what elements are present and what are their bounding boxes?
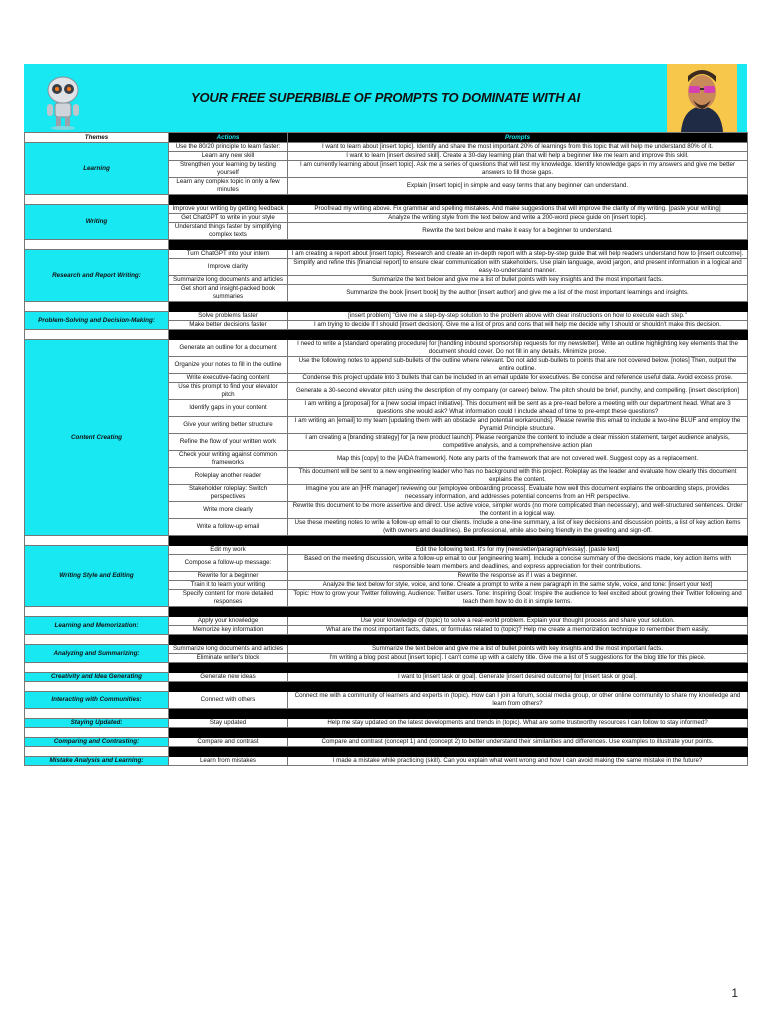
theme-cell: Writing Style and Editing — [25, 546, 169, 607]
action-cell: Memorize key information — [169, 626, 288, 635]
prompt-cell: Proofread my writing above. Fix grammar and spelling mistakes. And make suggestions that will improve the clarity of my writing. [paste your writing] — [288, 205, 748, 214]
header-banner — [24, 64, 747, 132]
section-separator — [25, 635, 748, 645]
prompt-cell: Edit the following text. It's for my [newsletter/paragraph/essay]. [paste text] — [288, 546, 748, 555]
prompt-sheet — [24, 64, 747, 766]
action-cell: Roleplay another reader — [169, 468, 288, 485]
prompt-cell: I want to learn [insert desired skill]. Create a 30-day learning plan that will help a beginner like me learn and improve this skill. — [288, 152, 748, 161]
separator-cell — [169, 607, 288, 617]
table-row — [25, 645, 748, 654]
document-title: YOUR FREE SUPERBIBLE OF PROMPTS TO DOMINATE WITH AI — [191, 90, 580, 105]
separator-cell — [169, 709, 288, 719]
actions-column-header: Actions — [169, 133, 288, 143]
separator-cell — [288, 330, 748, 340]
prompt-cell: I am currently learning about [insert topic]. Ask me a series of questions that will test my knowledge. Identify knowledge gaps in my answers and give me better answers to fill those gaps. — [288, 161, 748, 178]
section-separator — [25, 747, 748, 757]
action-cell: Improve clarity — [169, 259, 288, 276]
separator-cell — [288, 747, 748, 757]
prompt-cell: Use your knowledge of (topic) to solve a real-world problem. Explain your thought process and share your solution. — [288, 617, 748, 626]
action-cell: Get ChatGPT to write in your style — [169, 214, 288, 223]
prompt-cell: What are the most important facts, dates, or formulas related to (topic)? Help me create a memorization technique to remember them easily. — [288, 626, 748, 635]
action-cell: Learn any complex topic in only a few minutes — [169, 178, 288, 195]
prompt-cell: Based on the meeting discussion, write a follow-up email to our [engineering team]. Include a concise summary of the decisions made, key action items with responsible team members and deadlines, and express appreciation for their contributions. — [288, 555, 748, 572]
action-cell: Make better decisions faster — [169, 321, 288, 330]
prompt-cell: [insert problem] "Give me a step-by-step solution to the problem above with clear instructions on how to execute each step." — [288, 312, 748, 321]
separator-cell — [288, 302, 748, 312]
prompt-cell: I am trying to decide if I should [insert decision]. Give me a list of pros and cons that will help me decide why I should or shouldn't make this decision. — [288, 321, 748, 330]
theme-cell: Writing — [25, 205, 169, 240]
table-row — [25, 205, 748, 214]
table-row — [25, 312, 748, 321]
separator-cell — [169, 682, 288, 692]
separator-cell — [169, 240, 288, 250]
separator-cell — [288, 240, 748, 250]
section-separator — [25, 195, 748, 205]
action-cell: Use this prompt to find your elevator pitch — [169, 383, 288, 400]
theme-cell: Interacting with Communities: — [25, 692, 169, 709]
theme-cell: Content Creating — [25, 340, 169, 536]
prompt-cell: This document will be sent to a new engineering leader who has no background with this project. Roleplay as the leader and evaluate how clearly this document explains the content. — [288, 468, 748, 485]
table-row — [25, 673, 748, 682]
action-cell: Specify content for more detailed responses — [169, 590, 288, 607]
separator-cell — [25, 330, 169, 340]
theme-cell: Research and Report Writing: — [25, 250, 169, 302]
separator-cell — [25, 709, 169, 719]
prompt-cell: Generate a 30-second elevator pitch using the description of my company (or career) below. The pitch should be brief, punchy, and compelling. [insert description] — [288, 383, 748, 400]
theme-cell: Analyzing and Summarizing: — [25, 645, 169, 663]
separator-cell — [25, 728, 169, 738]
prompt-cell: Summarize the text below and give me a list of bullet points with key insights and the most important facts. — [288, 276, 748, 285]
separator-cell — [169, 635, 288, 645]
separator-cell — [25, 195, 169, 205]
theme-cell: Problem-Solving and Decision-Making: — [25, 312, 169, 330]
prompt-cell: Summarize the book [insert book] by the author [insert author] and give me a list of the most important learnings and insights. — [288, 285, 748, 302]
action-cell: Refine the flow of your written work — [169, 434, 288, 451]
separator-cell — [25, 682, 169, 692]
action-cell: Learn any new skill — [169, 152, 288, 161]
prompt-cell: Use these meeting notes to write a follow-up email to our clients. Include a one-line summary, a list of key decisions and discussion points, a list of key action items (with owners and deadlines). Be professional, while also being friendly in the greeting and sign-off. — [288, 519, 748, 536]
separator-cell — [288, 195, 748, 205]
action-cell: Generate an outline for a document — [169, 340, 288, 357]
prompt-cell: Connect me with a community of learners and experts in (topic). How can I join a forum, social media group, or other online community to share my knowledge and learn from others? — [288, 692, 748, 709]
prompt-cell: Rewrite the response as if I was a beginner. — [288, 572, 748, 581]
prompt-cell: I am writing a [proposal] for a [new social impact initiative]. This document will be sent as a pre-read before a meeting with our department head. What are 3 questions she would ask? What information could I include ahead of time to pre-empt these questions? — [288, 400, 748, 417]
section-separator — [25, 240, 748, 250]
avatar-portrait — [667, 64, 737, 132]
robot-icon — [38, 70, 88, 130]
table-row — [25, 719, 748, 728]
section-separator — [25, 330, 748, 340]
table-body — [25, 143, 748, 766]
section-separator — [25, 728, 748, 738]
section-separator — [25, 536, 748, 546]
action-cell: Write more clearly — [169, 502, 288, 519]
prompt-cell: I want to [insert task or goal]. Generate [insert desired outcome] for [insert task or goal]. — [288, 673, 748, 682]
table-row — [25, 617, 748, 626]
separator-cell — [288, 607, 748, 617]
table-header-row — [25, 133, 748, 143]
table-row — [25, 546, 748, 555]
theme-cell: Staying Updated: — [25, 719, 169, 728]
section-separator — [25, 302, 748, 312]
prompt-cell: Map this [copy] to the [AIDA framework]. Note any parts of the framework that are not covered well. Suggest copy as a replacement. — [288, 451, 748, 468]
separator-cell — [288, 663, 748, 673]
table-row — [25, 738, 748, 747]
prompt-cell: I want to learn about [insert topic]. Identify and share the most important 20% of learnings from this topic that will help me understand 80% of it. — [288, 143, 748, 152]
action-cell: Get short and insight-packed book summaries — [169, 285, 288, 302]
separator-cell — [169, 330, 288, 340]
separator-cell — [169, 728, 288, 738]
theme-cell: Learning — [25, 143, 169, 195]
separator-cell — [169, 536, 288, 546]
separator-cell — [25, 536, 169, 546]
separator-cell — [25, 240, 169, 250]
separator-cell — [169, 195, 288, 205]
prompts-table — [24, 132, 748, 766]
prompt-cell: Compare and contrast (concept 1) and (concept 2) to better understand their similarities and differences. Use examples to illustrate your points. — [288, 738, 748, 747]
separator-cell — [25, 663, 169, 673]
action-cell: Stakeholder roleplay: Switch perspectives — [169, 485, 288, 502]
action-cell: Rewrite for a beginner — [169, 572, 288, 581]
action-cell: Understand things faster by simplifying complex texts — [169, 223, 288, 240]
table-row — [25, 143, 748, 152]
prompt-cell: I am creating a [branding strategy] for [a new product launch]. Please reorganize the content to include a clear mission statement, target audience analysis, competitive analysis, and a comprehensive action plan — [288, 434, 748, 451]
prompt-cell: Use the following notes to append sub-bullets of the outline where relevant. Do not add sub-bullets to points that are not covered below. [notes] Then, output the entire outline. — [288, 357, 748, 374]
prompt-cell: Rewrite this document to be more assertive and direct. Use active voice, simpler words (no more complicated than necessary), and well-structured sentences. Order the content in a logical way. — [288, 502, 748, 519]
table-row — [25, 692, 748, 709]
action-cell: Give your writing better structure — [169, 417, 288, 434]
action-cell: Connect with others — [169, 692, 288, 709]
prompt-cell: I'm writing a blog post about [insert topic]. I can't come up with a catchy title. Give me a list of 5 suggestions for the blog title for this piece. — [288, 654, 748, 663]
separator-cell — [169, 663, 288, 673]
prompt-cell: Simplify and refine this [financial report] to ensure clear communication with stakeholders. Use plain language, avoid jargon, and present information in a logical and easy-to-understand manner. — [288, 259, 748, 276]
prompt-cell: Analyze the writing style from the text below and write a 200-word piece guide on [insert topic]. — [288, 214, 748, 223]
separator-cell — [25, 302, 169, 312]
theme-cell: Creativity and Idea Generating — [25, 673, 169, 682]
page-number: 1 — [731, 986, 738, 1000]
action-cell: Eliminate writer's block — [169, 654, 288, 663]
action-cell: Stay updated — [169, 719, 288, 728]
separator-cell — [288, 536, 748, 546]
prompt-cell: Explain [insert topic] in simple and easy terms that any beginner can understand. — [288, 178, 748, 195]
action-cell: Summarize long documents and articles — [169, 645, 288, 654]
separator-cell — [288, 682, 748, 692]
prompt-cell: I made a mistake while practicing (skill). Can you explain what went wrong and how I can avoid making the same mistake in the future? — [288, 757, 748, 766]
prompt-cell: Topic: How to grow your Twitter following. Audience: Twitter users. Tone: Inspiring Goal: Inspire the audience to feel excited about growing their Twitter following and teach them how to do it in simple terms. — [288, 590, 748, 607]
separator-cell — [288, 635, 748, 645]
section-separator — [25, 663, 748, 673]
action-cell: Compare and contrast — [169, 738, 288, 747]
action-cell: Learn from mistakes — [169, 757, 288, 766]
action-cell: Compose a follow-up message: — [169, 555, 288, 572]
prompt-cell: I need to write a [standard operating procedure] for [handling inbound sponsorship requests for my newsletter]. Write an outline highlighting key elements that the document should cover. Do not fill in any details. Minimize prose. — [288, 340, 748, 357]
prompt-cell: Analyze the text below for style, voice, and tone. Create a prompt to write a new paragraph in the same style, voice, and tone: [insert your text] — [288, 581, 748, 590]
section-separator — [25, 607, 748, 617]
separator-cell — [25, 747, 169, 757]
action-cell: Write executive-facing content — [169, 374, 288, 383]
section-separator — [25, 709, 748, 719]
theme-cell: Comparing and Contrasting: — [25, 738, 169, 747]
action-cell: Train it to learn your writing — [169, 581, 288, 590]
table-row — [25, 250, 748, 259]
separator-cell — [169, 302, 288, 312]
prompt-cell: Rewrite the text below and make it easy for a beginner to understand. — [288, 223, 748, 240]
action-cell: Generate new ideas — [169, 673, 288, 682]
prompt-cell: Condense this project update into 3 bullets that can be included in an email update for executives. Be concise and reference useful data. Avoid excess prose. — [288, 374, 748, 383]
prompt-cell: Help me stay updated on the latest developments and trends in (topic). What are some trustworthy resources I can follow to stay informed? — [288, 719, 748, 728]
action-cell: Use the 80/20 principle to learn faster: — [169, 143, 288, 152]
action-cell: Check your writing against common frameworks — [169, 451, 288, 468]
separator-cell — [25, 635, 169, 645]
separator-cell — [169, 747, 288, 757]
prompt-cell: Summarize the text below and give me a list of bullet points with key insights and the most important facts. — [288, 645, 748, 654]
action-cell: Write a follow-up email — [169, 519, 288, 536]
action-cell: Improve your writing by getting feedback — [169, 205, 288, 214]
section-separator — [25, 682, 748, 692]
theme-cell: Mistake Analysis and Learning: — [25, 757, 169, 766]
action-cell: Edit my work — [169, 546, 288, 555]
themes-column-header: Themes — [25, 133, 169, 143]
separator-cell — [288, 709, 748, 719]
action-cell: Identify gaps in your content — [169, 400, 288, 417]
table-row — [25, 340, 748, 357]
action-cell: Organize your notes to fill in the outline — [169, 357, 288, 374]
separator-cell — [25, 607, 169, 617]
action-cell: Apply your knowledge — [169, 617, 288, 626]
separator-cell — [288, 728, 748, 738]
prompt-cell: I am writing an [email] to my team [updating them with an obstacle and potential workarounds]. Please rewrite this email to include a two-line BLUF and employ the Pyramid Principle structure. — [288, 417, 748, 434]
prompt-cell: Imagine you are an [HR manager] reviewing our [employee onboarding process]. Evaluate how well this document explains the onboarding steps, provides necessary information, and addresses potential concerns from an HR perspective. — [288, 485, 748, 502]
action-cell: Solve problems faster — [169, 312, 288, 321]
action-cell: Turn ChatGPT into your intern — [169, 250, 288, 259]
prompt-cell: I am creating a report about [insert topic]. Research and create an in-depth report with a step-by-step guide that will help readers understand how to [insert outcome]. — [288, 250, 748, 259]
table-row — [25, 757, 748, 766]
action-cell: Strengthen your learning by testing yourself — [169, 161, 288, 178]
theme-cell: Learning and Memorization: — [25, 617, 169, 635]
prompts-column-header: Prompts — [288, 133, 748, 143]
action-cell: Summarize long documents and articles — [169, 276, 288, 285]
